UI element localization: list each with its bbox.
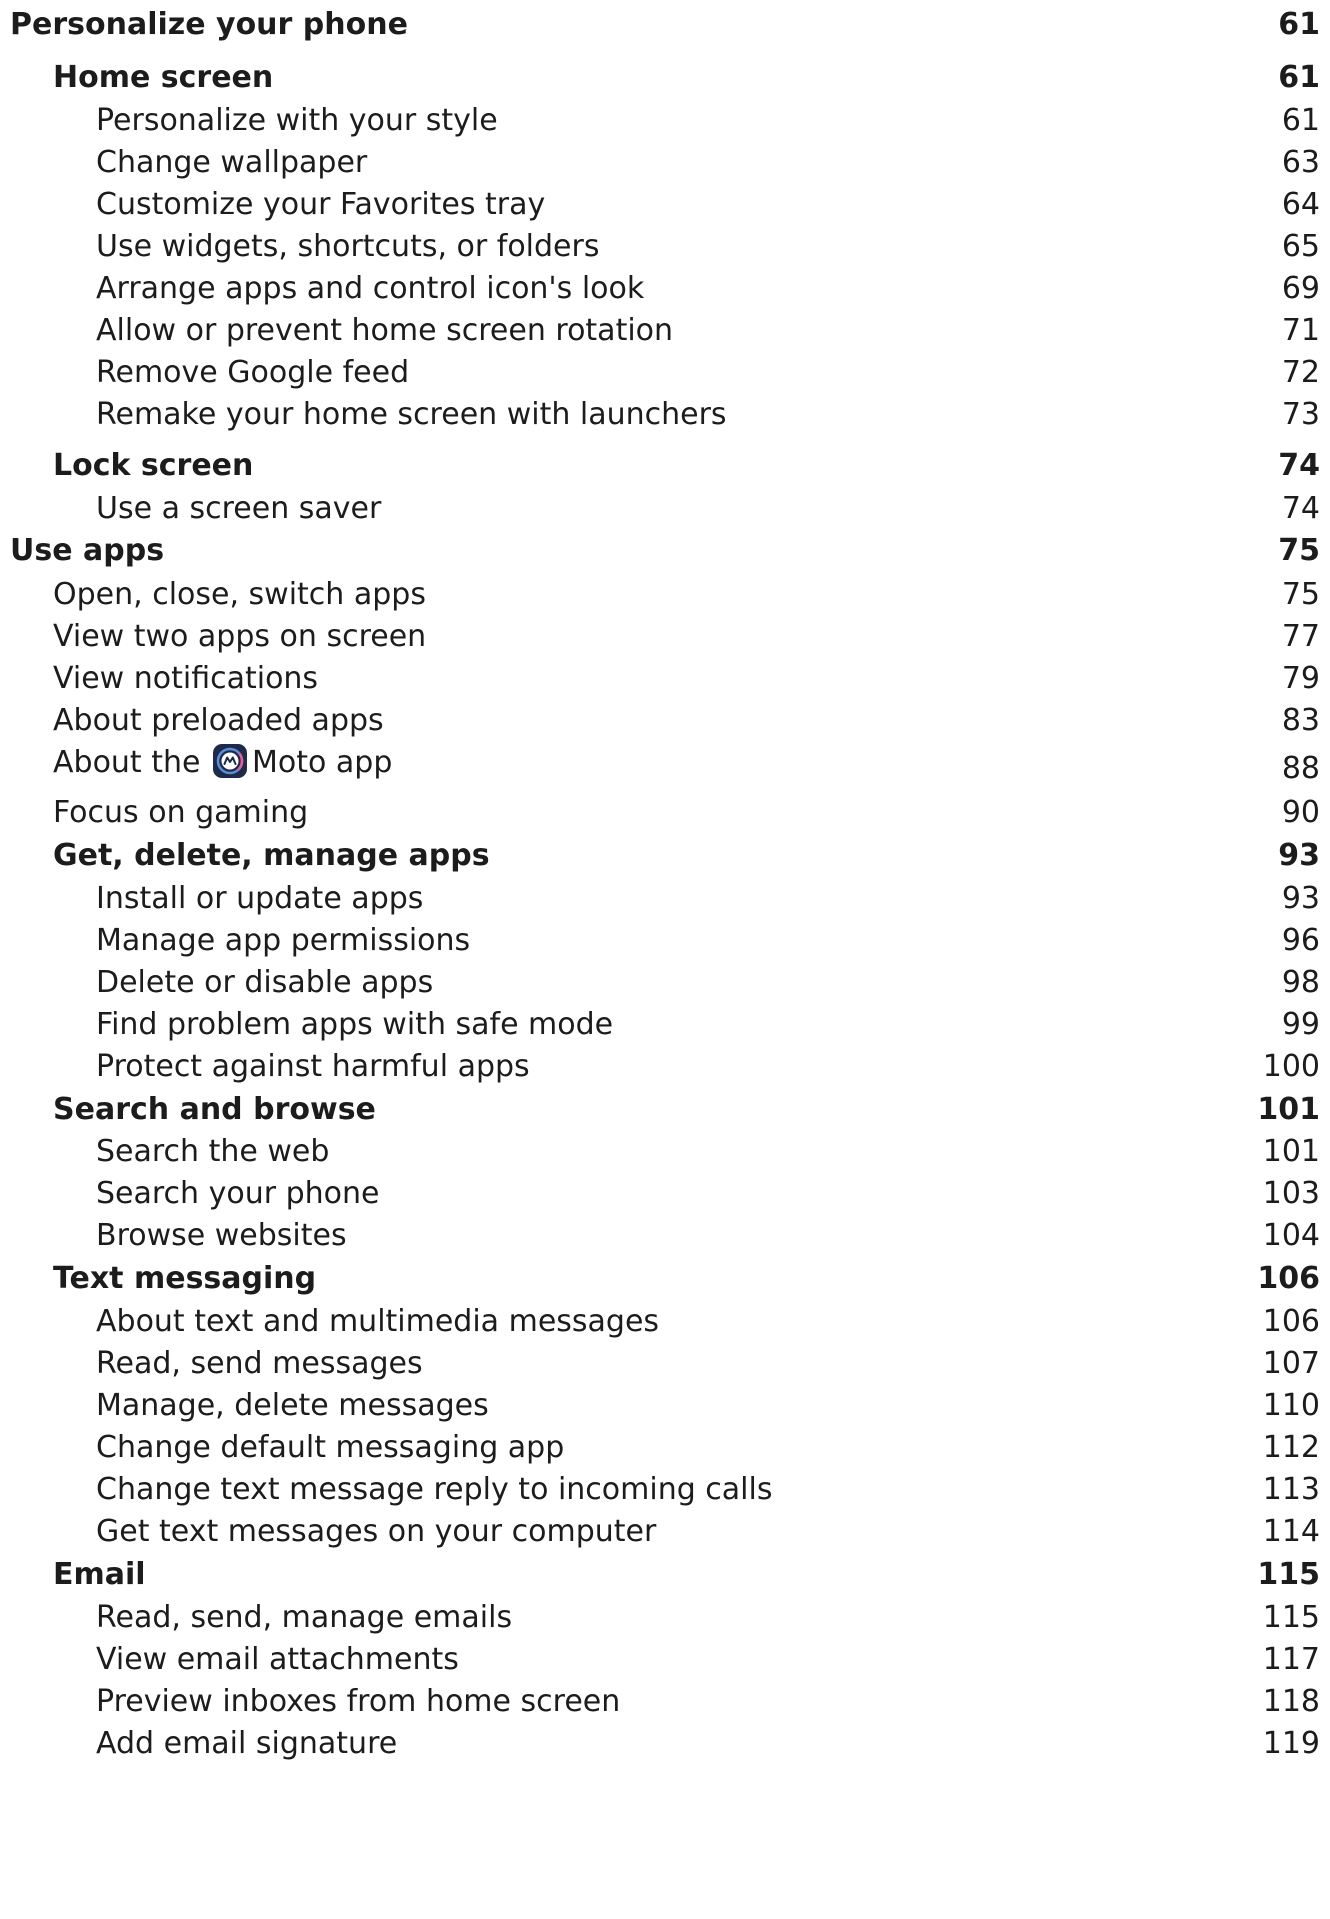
toc-entry-page-number: 115	[1257, 1557, 1320, 1592]
toc-entry-title-text: Home screen	[53, 60, 274, 95]
toc-entry-page-number: 61	[1278, 7, 1320, 42]
toc-entry-title-text: Remake your home screen with launchers	[96, 397, 727, 432]
toc-entry-title-text: Manage app permissions	[96, 923, 471, 958]
toc-entry-title-text: About text and multimedia messages	[96, 1304, 660, 1339]
toc-entry[interactable]	[0, 1719, 1330, 1769]
toc-entry-page-number: 112	[1262, 1430, 1320, 1465]
toc-entry-page-number: 106	[1262, 1304, 1320, 1339]
toc-entry-page-number: 77	[1281, 619, 1320, 654]
toc-entry-title-text: View email attachments	[96, 1642, 459, 1677]
toc-entry-page-number: 74	[1281, 491, 1320, 526]
toc-entry-title	[10, 0, 408, 50]
toc-entry-title-text: Delete or disable apps	[96, 965, 434, 1000]
toc-entry-title-text: Change text message reply to incoming calls	[96, 1472, 773, 1507]
toc-entry-page-number: 83	[1281, 703, 1320, 738]
toc-entry-page-number: 88	[1281, 751, 1320, 786]
toc-entry-title	[53, 738, 392, 788]
toc-entry-title-text: Text messaging	[53, 1261, 317, 1296]
toc-entry-title-text: Email	[53, 1557, 146, 1592]
toc-entry-title-text: Use apps	[10, 533, 165, 568]
toc-entry-title-text: Change default messaging app	[96, 1430, 565, 1465]
toc-entry-title-text: Get text messages on your computer	[96, 1514, 657, 1549]
toc-entry-title-text: Search the web	[96, 1134, 330, 1169]
toc-entry-page-number: 65	[1281, 229, 1320, 264]
toc-entry-page-number: 99	[1281, 1007, 1320, 1042]
toc-entry-title-text: Get, delete, manage apps	[53, 838, 490, 873]
toc-entry-page-number: 101	[1262, 1134, 1320, 1169]
toc-entry-page-number: 110	[1262, 1388, 1320, 1423]
toc-entry-page-number: 74	[1278, 448, 1320, 483]
toc-entry-page-number: 96	[1281, 923, 1320, 958]
toc-entry[interactable]	[0, 0, 1330, 50]
toc-entry-page-number: 69	[1281, 271, 1320, 306]
toc-entry-title-suffix: Moto app	[252, 745, 393, 780]
toc-entry-title-text: Protect against harmful apps	[96, 1049, 530, 1084]
toc-entry-page-number: 75	[1278, 533, 1320, 568]
toc-entry-page-number: 61	[1281, 103, 1320, 138]
toc-entry-page-number: 93	[1281, 881, 1320, 916]
toc-entry-title-text: View two apps on screen	[53, 619, 427, 654]
toc-entry-page-number: 118	[1262, 1684, 1320, 1719]
toc-entry-title-text: Read, send messages	[96, 1346, 423, 1381]
toc-entry-title-text: Find problem apps with safe mode	[96, 1007, 614, 1042]
toc-entry-title-text: Search and browse	[53, 1092, 376, 1127]
toc-entry-title-text: Change wallpaper	[96, 145, 368, 180]
toc-entry-page-number: 64	[1281, 187, 1320, 222]
toc-entry-page-number: 103	[1262, 1176, 1320, 1211]
toc-entry[interactable]	[0, 390, 1330, 440]
toc-entry-page-number: 98	[1281, 965, 1320, 1000]
toc-entry-title-text: Arrange apps and control icon's look	[96, 271, 645, 306]
toc-entry-title-text: View notifications	[53, 661, 319, 696]
toc-entry-title-text: Open, close, switch apps	[53, 577, 426, 612]
toc-entry-title-text: Use widgets, shortcuts, or folders	[96, 229, 600, 264]
toc-entry[interactable]	[0, 526, 1330, 576]
toc-entry-page-number: 71	[1281, 313, 1320, 348]
moto-app-icon	[212, 743, 248, 779]
toc-entry-title-text: Allow or prevent home screen rotation	[96, 313, 674, 348]
toc-entry-title-text: Preview inboxes from home screen	[96, 1684, 621, 1719]
toc-entry-page-number: 115	[1262, 1600, 1320, 1635]
toc-entry-page-number: 90	[1281, 795, 1320, 830]
toc-entry-title-text: Manage, delete messages	[96, 1388, 489, 1423]
toc-entry-title-text: Read, send, manage emails	[96, 1600, 513, 1635]
toc-entry-page-number: 117	[1262, 1642, 1320, 1677]
toc-entry-title-text: Use a screen saver	[96, 491, 382, 526]
toc-entry-title-text: Install or update apps	[96, 881, 424, 916]
toc-entry-page-number: 72	[1281, 355, 1320, 390]
toc-entry-page-number: 100	[1262, 1049, 1320, 1084]
toc-entry-title-text: Search your phone	[96, 1176, 380, 1211]
toc-entry-page-number: 75	[1281, 577, 1320, 612]
toc-entry-page-number: 61	[1278, 60, 1320, 95]
toc-entry-title-text: Lock screen	[53, 448, 254, 483]
toc-entry-page-number: 119	[1262, 1726, 1320, 1761]
toc-entry-page-number: 104	[1262, 1218, 1320, 1253]
toc-entry-title-text: Remove Google feed	[96, 355, 410, 390]
toc-entry-title-text: Focus on gaming	[53, 795, 309, 830]
toc-entry-title-text: Customize your Favorites tray	[96, 187, 546, 222]
toc-entry-page-number: 93	[1278, 838, 1320, 873]
toc-entry-page-number: 107	[1262, 1346, 1320, 1381]
toc-entry-title-text: About the	[53, 745, 201, 780]
toc-entry-title-text: Browse websites	[96, 1218, 347, 1253]
toc-entry-title-text: Personalize with your style	[96, 103, 498, 138]
toc-entry-title	[96, 390, 727, 440]
toc-entry-title	[96, 1719, 397, 1769]
toc-entry-page-number: 79	[1281, 661, 1320, 696]
toc-entry-page-number: 73	[1281, 397, 1320, 432]
toc-entry-page-number: 106	[1257, 1261, 1320, 1296]
toc-entry-title-text: Personalize your phone	[10, 7, 408, 42]
toc-entry-title-text: About preloaded apps	[53, 703, 384, 738]
toc-entry-page-number: 113	[1262, 1472, 1320, 1507]
toc-entry-title-text: Add email signature	[96, 1726, 398, 1761]
toc-entry-title	[10, 526, 164, 576]
toc-entry-page-number: 63	[1281, 145, 1320, 180]
toc-entry-page-number: 114	[1262, 1514, 1320, 1549]
toc-entry-page-number: 101	[1257, 1092, 1320, 1127]
toc-entry[interactable]	[0, 738, 1330, 788]
